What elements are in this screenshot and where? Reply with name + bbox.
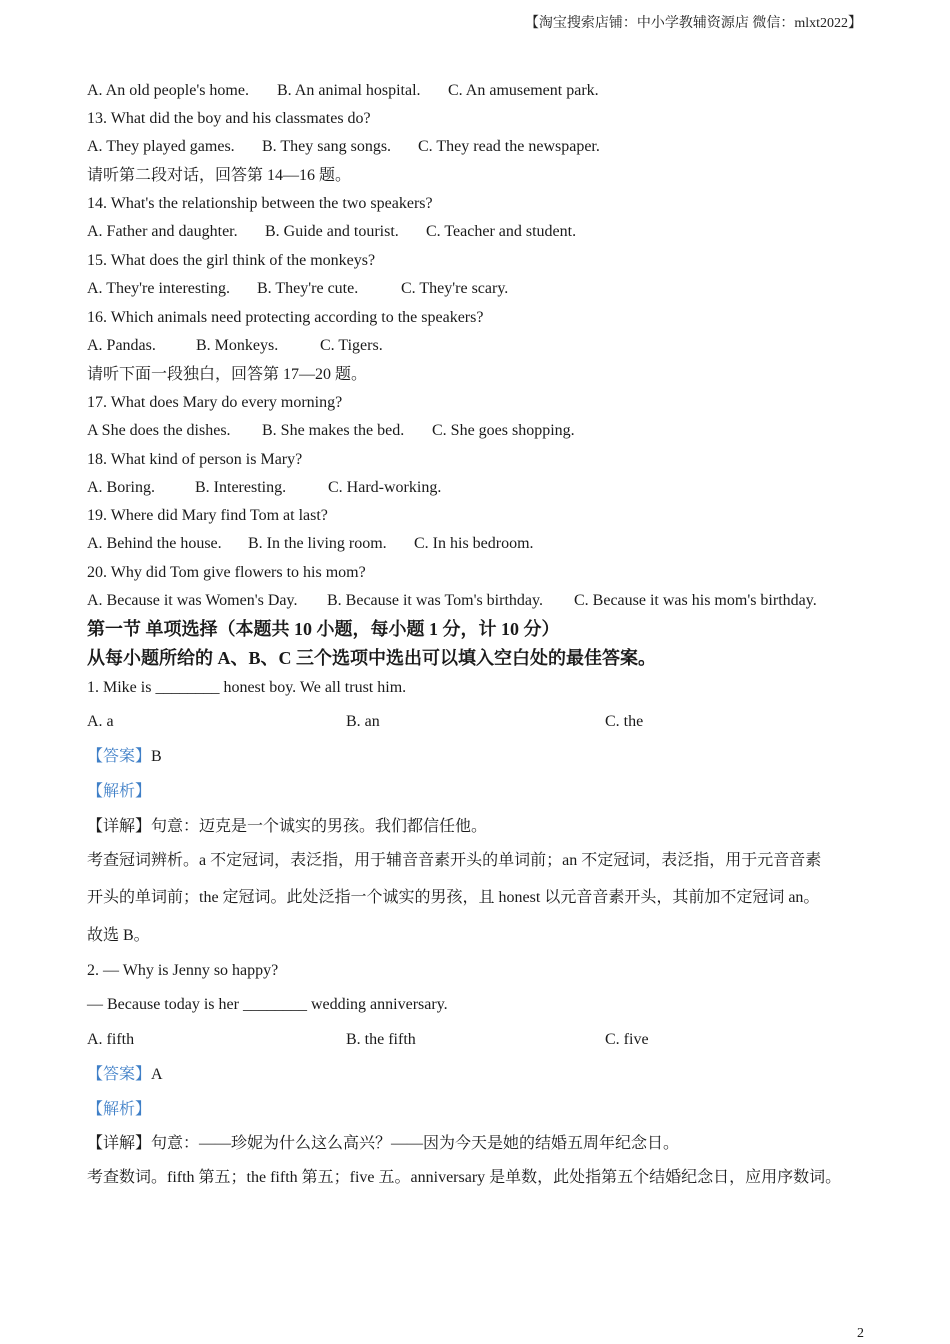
option-c: C. the <box>605 713 644 730</box>
option-c: C. In his bedroom. <box>414 535 534 552</box>
option-c: C. They read the newspaper. <box>418 138 600 155</box>
q2-answer <box>87 1065 163 1085</box>
option-b: B. the fifth <box>346 1031 416 1048</box>
option-a: A. Father and daughter. <box>87 223 238 240</box>
section-instruction: 从每小题所给的 A、B、C 三个选项中选出可以填入空白处的最佳答案。 <box>87 648 657 668</box>
option-a: A. Pandas. <box>87 337 156 354</box>
grammar-question-2: 2. — Why is Jenny so happy? <box>87 962 279 979</box>
option-c: C. Tigers. <box>320 337 383 354</box>
option-a: A. fifth <box>87 1031 135 1048</box>
option-c: C. Teacher and student. <box>426 223 577 240</box>
option-c: C. They're scary. <box>401 280 509 297</box>
option-b: B. They're cute. <box>257 280 359 297</box>
question-14: 14. What's the relationship between the two speakers? <box>87 195 433 212</box>
option-b: B. They sang songs. <box>262 138 392 155</box>
option-a: A. Behind the house. <box>87 535 222 552</box>
page-header: 【淘宝搜索店铺：中小学教辅资源店 微信：mlxt2022】 <box>524 16 862 31</box>
q2-explanation-line-1: 考查数词。fifth 第五；the fifth 第五；five 五。anniversary 是单数，此处指第五个结婚纪念日，应用序数词。 <box>87 1169 842 1186</box>
q2-detail: 【详解】句意：——珍妮为什么这么高兴？——因为今天是她的结婚五周年纪念日。 <box>87 1135 680 1152</box>
grammar-question-2-reply: — Because today is her ________ wedding anniversary. <box>87 996 448 1013</box>
option-b: B. An animal hospital. <box>277 82 421 99</box>
page-number: 2 <box>857 1326 864 1341</box>
question-16: 16. Which animals need protecting according to the speakers? <box>87 309 484 326</box>
q2-analysis-label: 【解析】 <box>87 1101 152 1118</box>
option-b: B. She makes the bed. <box>262 422 405 439</box>
option-b: B. In the living room. <box>248 535 387 552</box>
question-15: 15. What does the girl think of the monkeys? <box>87 252 376 269</box>
answer-value: A <box>151 1066 163 1083</box>
q1-analysis-label: 【解析】 <box>87 783 152 800</box>
q1-answer <box>87 747 162 767</box>
option-c: C. She goes shopping. <box>432 422 575 439</box>
question-17: 17. What does Mary do every morning? <box>87 394 343 411</box>
grammar-question-1: 1. Mike is ________ honest boy. We all trust him. <box>87 679 407 696</box>
option-b: B. Interesting. <box>195 479 287 496</box>
instruction-section-3: 请听下面一段独白，回答第 17—20 题。 <box>87 366 368 383</box>
answer-value: B <box>151 748 162 765</box>
option-c: C. five <box>605 1031 649 1048</box>
option-b: B. an <box>346 713 380 730</box>
q1-explanation-line-2: 开头的单词前；the 定冠词。此处泛指一个诚实的男孩，且 honest 以元音音素开头，其前加不定冠词 an。 <box>87 889 820 906</box>
option-b: B. Monkeys. <box>196 337 279 354</box>
option-c: C. Because it was his mom's birthday. <box>574 592 817 609</box>
question-18: 18. What kind of person is Mary? <box>87 451 303 468</box>
answer-label: 【答案】 <box>87 748 152 765</box>
option-a: A. They're interesting. <box>87 280 230 297</box>
option-c: C. An amusement park. <box>448 82 599 99</box>
instruction-section-2: 请听第二段对话，回答第 14—16 题。 <box>87 167 352 184</box>
option-b: B. Guide and tourist. <box>265 223 399 240</box>
question-13: 13. What did the boy and his classmates do? <box>87 110 371 127</box>
q1-explanation-line-3: 故选 B。 <box>87 927 150 944</box>
option-c: C. Hard-working. <box>328 479 442 496</box>
option-a: A. Because it was Women's Day. <box>87 592 298 609</box>
section-title: 第一节 单项选择（本题共 10 小题，每小题 1 分，计 10 分） <box>87 619 560 639</box>
option-a: A. They played games. <box>87 138 235 155</box>
option-a: A. Boring. <box>87 479 155 496</box>
option-b: B. Because it was Tom's birthday. <box>327 592 543 609</box>
question-20: 20. Why did Tom give flowers to his mom? <box>87 564 366 581</box>
option-a: A She does the dishes. <box>87 422 231 439</box>
q1-explanation-line-1: 考查冠词辨析。a 不定冠词，表泛指，用于辅音音素开头的单词前；an 不定冠词，表泛指，用于元音音素 <box>87 852 822 869</box>
question-19: 19. Where did Mary find Tom at last? <box>87 507 328 524</box>
option-a: A. An old people's home. <box>87 82 249 99</box>
answer-label: 【答案】 <box>87 1066 152 1083</box>
q1-detail: 【详解】句意：迈克是一个诚实的男孩。我们都信任他。 <box>87 818 488 835</box>
option-a: A. a <box>87 713 114 730</box>
